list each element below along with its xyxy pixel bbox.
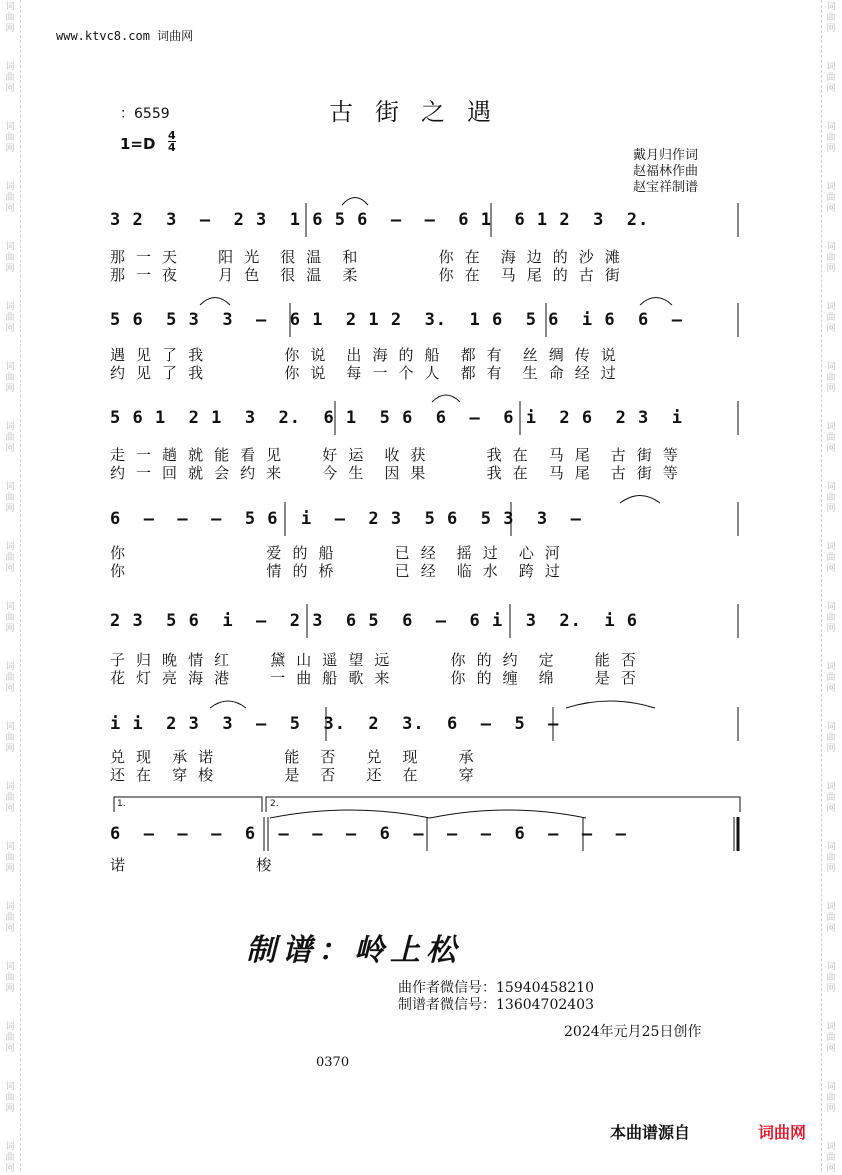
watermark-text: 词 曲 网 xyxy=(5,722,15,754)
notation-line: 6 – – – 5 6 i – 2 3 5 6 5 3 3 – xyxy=(110,509,582,529)
watermark-text: 词 曲 网 xyxy=(826,902,836,934)
notation-line: 6 – – – 6 – – – 6 – – – 6 – – – xyxy=(110,824,627,844)
watermark-text: 词 曲 网 xyxy=(5,482,15,514)
time-top: 4 xyxy=(168,129,176,142)
creation-date: 2024年元月25日创作 xyxy=(564,1024,702,1040)
watermark-text: 词 曲 网 xyxy=(5,302,15,334)
arranger: 赵宝祥制谱 xyxy=(633,180,699,195)
ending-1-bracket xyxy=(114,797,262,812)
arranger-wechat: 制谱者微信号：13604702403 xyxy=(398,997,594,1013)
composer-wechat: 曲作者微信号：15940458210 xyxy=(398,980,594,996)
watermark-text: 词 曲 网 xyxy=(5,902,15,934)
ending-1-label: 1. xyxy=(117,799,126,809)
lyric-verse-1: 子 归 晚 情 红 黛 山 遥 望 远 你 的 约 定 能 否 xyxy=(110,651,637,669)
watermark-text: 词 曲 网 xyxy=(826,662,836,694)
watermark-text: 词 曲 网 xyxy=(5,182,15,214)
source-site-link[interactable]: 词曲网 xyxy=(758,1123,807,1142)
watermark-text: 词 曲 网 xyxy=(826,1082,836,1114)
watermark-text: 词 曲 网 xyxy=(5,2,15,34)
watermark-text: 词 曲 网 xyxy=(826,782,836,814)
song-code: ：6559 xyxy=(120,106,170,122)
lyric-verse-2: 那 一 夜 月 色 很 温 柔 你 在 马 尾 的 古 街 xyxy=(110,266,621,284)
time-bottom: 4 xyxy=(168,141,176,154)
watermark-text: 词 曲 网 xyxy=(5,122,15,154)
watermark-text: 词 曲 网 xyxy=(826,242,836,274)
watermark-text: 词 曲 网 xyxy=(5,542,15,574)
lyric-verse-2: 花 灯 亮 海 港 一 曲 船 歌 来 你 的 缠 绵 是 否 xyxy=(110,669,637,687)
slur xyxy=(620,496,660,504)
watermark-text: 词 曲 网 xyxy=(826,602,836,634)
watermark-text: 词 曲 网 xyxy=(5,62,15,94)
slur xyxy=(566,701,655,708)
watermark-text: 词 曲 网 xyxy=(826,722,836,754)
tie xyxy=(430,810,586,818)
tie xyxy=(270,810,430,818)
page-number: 0370 xyxy=(316,1055,350,1070)
notation-line: 2 3 5 6 i – 2 3 6 5 6 – 6 i 3 2. i 6 xyxy=(110,611,639,631)
key-signature: 1=D xyxy=(120,135,156,153)
watermark-text: 词 曲 网 xyxy=(5,1142,15,1174)
watermark-text: 词 曲 网 xyxy=(826,302,836,334)
watermark-text: 词 曲 网 xyxy=(826,482,836,514)
lyric-verse-1: 诺 梭 xyxy=(110,856,273,874)
watermark-text: 词 曲 网 xyxy=(826,62,836,94)
lyric-verse-1: 走 一 趟 就 能 看 见 好 运 收 获 我 在 马 尾 古 街 等 xyxy=(110,446,679,464)
watermark-text: 词 曲 网 xyxy=(826,542,836,574)
lyric-verse-2: 约 一 回 就 会 约 来 今 生 因 果 我 在 马 尾 古 街 等 xyxy=(110,464,679,482)
wechat-info xyxy=(398,980,594,1014)
watermark-text: 词 曲 网 xyxy=(5,422,15,454)
lyric-verse-1: 遇 见 了 我 你 说 出 海 的 船 都 有 丝 绸 传 说 xyxy=(110,346,617,364)
source-label: 本曲谱源自 xyxy=(610,1123,691,1142)
lyric-verse-1: 那 一 天 阳 光 很 温 和 你 在 海 边 的 沙 滩 xyxy=(110,248,621,266)
lyric-verse-2: 约 见 了 我 你 说 每 一 个 人 都 有 生 命 经 过 xyxy=(110,364,617,382)
notation-line: 5 6 5 3 3 – 6 1 2 1 2 3. 1 6 5 6 i 6 6 – xyxy=(110,310,683,330)
watermark-text: 词 曲 网 xyxy=(5,1082,15,1114)
watermark-text: 词 曲 网 xyxy=(826,182,836,214)
watermark-text: 词 曲 网 xyxy=(5,1022,15,1054)
arranger-signature: 制谱：岭上松 xyxy=(246,933,462,968)
watermark-text: 词 曲 网 xyxy=(5,662,15,694)
watermark-text: 词 曲 网 xyxy=(826,1022,836,1054)
ending-2-label: 2. xyxy=(270,799,279,809)
watermark-text: 词 曲 网 xyxy=(826,842,836,874)
lyric-verse-1: 你 爱 的 船 已 经 摇 过 心 河 xyxy=(110,544,561,562)
slur xyxy=(210,701,246,708)
watermark-text: 词 曲 网 xyxy=(5,242,15,274)
site-url[interactable]: www.ktvc8.com 词曲网 xyxy=(56,29,194,43)
notation-line: 5 6 1 2 1 3 2. 6 1 5 6 6 – 6 i 2 6 2 3 i xyxy=(110,408,683,428)
slur xyxy=(200,298,230,306)
song-title: 古街之遇 xyxy=(329,98,513,126)
composer: 赵福林作曲 xyxy=(633,164,699,179)
slur xyxy=(342,198,368,206)
slur xyxy=(432,395,460,402)
slur xyxy=(640,298,672,306)
watermark-text: 词 曲 网 xyxy=(826,2,836,34)
watermark-text: 词 曲 网 xyxy=(826,362,836,394)
notation-line: i i 2 3 3 – 5 3. 2 3. 6 – 5 – xyxy=(110,714,560,734)
lyric-verse-2: 还 在 穿 梭 是 否 还 在 穿 xyxy=(110,766,475,784)
lyric-verse-2: 你 情 的 桥 已 经 临 水 跨 过 xyxy=(110,562,561,580)
watermark-text: 词 曲 网 xyxy=(5,782,15,814)
watermark-text: 词 曲 网 xyxy=(5,842,15,874)
watermark-text: 词 曲 网 xyxy=(826,1142,836,1174)
watermark-text: 词 曲 网 xyxy=(5,602,15,634)
lyric-verse-1: 兑 现 承 诺 能 否 兑 现 承 xyxy=(110,748,475,766)
watermark-text: 词 曲 网 xyxy=(5,362,15,394)
lyricist: 戴月归作词 xyxy=(633,148,699,163)
watermark-text: 词 曲 网 xyxy=(5,962,15,994)
notation-line: 3 2 3 – 2 3 1 6 5 6 – – 6 1 6 1 2 3 2. xyxy=(110,210,650,230)
watermark-text: 词 曲 网 xyxy=(826,422,836,454)
watermark-text: 词 曲 网 xyxy=(826,962,836,994)
watermark-text: 词 曲 网 xyxy=(826,122,836,154)
